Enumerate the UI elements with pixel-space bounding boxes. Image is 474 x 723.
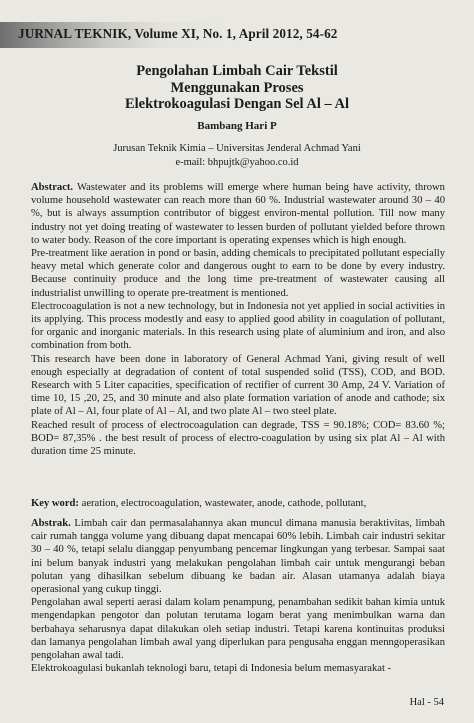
abstract-paragraph: This research have been done in laboratory of General Achmad Yani, giving result of well enough especially at degradation of content of total suspended solid (TSS), COD, and BOD. Research with 5 Liter capacities, specification of rectifier of current 30 Amp, 24 V. Variation of time 10, 15 ,20, 25, and 30 minute and also plate formation variation of anode and cathode; six plate of Al – Al, four plate of Al – Al, and two plate Al – two steel plate. xyxy=(31,353,445,418)
page-number: Hal - 54 xyxy=(409,697,444,708)
abstract-english xyxy=(31,181,445,458)
abstract-indonesian xyxy=(31,517,445,675)
title-line: Pengolahan Limbah Cair Tekstil xyxy=(136,63,338,79)
abstrak-paragraph: Abstrak. Limbah cair dan permasalahannya akan muncul dimana manusia beraktivitas, limbah cair rumah tangga volume yang dibuang dapat mencapai 60% lebih. Limbah cair industri sekitar 30 – 40 %, tetapi selalu dianggap penyumbang pencemar lingkungan yang terbesar. Sampai saat ini belum banyak industri yang melakukan pengolahan limbah cair untuk mengurangi beban polutan yang dihasilkan sebelum dibuang ke badan air. Alasan utamanya adalah biaya operasional yang cukup tinggi. xyxy=(31,518,445,596)
affiliation-block xyxy=(0,142,474,170)
paper-title xyxy=(0,63,474,113)
keywords-label: Key word: xyxy=(31,498,79,509)
abstract-paragraph: Electrocoagulation is not a new technology, but in Indonesia not yet applied in social activities in its applying. This process modestly and easy to applied good ability in coagulation of pollutant, for organic and inorganic materials. In this research using plate of aluminium and iron, and also combination from both. xyxy=(31,300,445,352)
affiliation: Jurusan Teknik Kimia – Universitas Jenderal Achmad Yani xyxy=(113,143,361,154)
running-head: JURNAL TEKNIK, Volume XI, No. 1, April 2012, 54-62 xyxy=(18,26,338,41)
abstract-paragraph: Pre-treatment like aeration in pond or basin, adding chemicals to precipitated pollutant especially heavy metal which generate color and dangerous ought to earn to be done by every industry. Because continuity produce and the long time pre-treatment of wastewater causing all industrialist unwilling to operate pre-treatment is mentioned. xyxy=(31,248,445,299)
abstract-paragraph: Abstract. Wastewater and its problems will emerge where human being have activity, thrown volume household wastewater can reach more than 60 %. Industrial wastewater around 30 – 40 %, but is always assumption contributor of biggest environ-mental pollution. Till now many industry not yet doing treating of wastewater to lessen burden of pollutant yielded before thrown to water body. Reason of the core important is operating expenses which is high enough. xyxy=(31,182,445,246)
title-line: Menggunakan Proses xyxy=(170,79,304,96)
abstrak-label: Abstrak. xyxy=(31,518,71,529)
abstract-label: Abstract. xyxy=(31,182,74,193)
abstrak-paragraph: Elektrokoagulasi bukanlah teknologi baru, tetapi di Indonesia belum memasyarakat - xyxy=(31,663,392,675)
keywords-text: aeration, electrocoagulation, wastewater, anode, cathode, pollutant, xyxy=(81,498,367,509)
abstract-paragraph: Reached result of process of electrocoagulation can degrade, TSS = 90.18%; COD= 83.60 %; BOD= 87,35% . the best result of process of electro-coagulation by using six plat Al – Al with duration time 25 minute. xyxy=(31,419,445,458)
title-line: Elektrokoagulasi Dengan Sel Al – Al xyxy=(124,96,350,112)
author: Bambang Hari P xyxy=(197,120,277,132)
email: e-mail: bhpujtk@yahoo.co.id xyxy=(175,157,299,168)
abstrak-paragraph: Pengolahan awal seperti aerasi dalam kolam penampung, penambahan sedikit bahan kimia untuk mengendapkan pengotor dan polutan terutama logam berat yang menimbulkan warna dan berbahaya seharusnya dapat dilakukan oleh setiap industri. Tetapi karena kontinuitas produksi dan lamanya pengolahan limbah awal yang diperlukan para pengusaha enggan menngoperasikan pengolahan awal tadi. xyxy=(31,597,445,662)
keywords xyxy=(31,497,445,510)
